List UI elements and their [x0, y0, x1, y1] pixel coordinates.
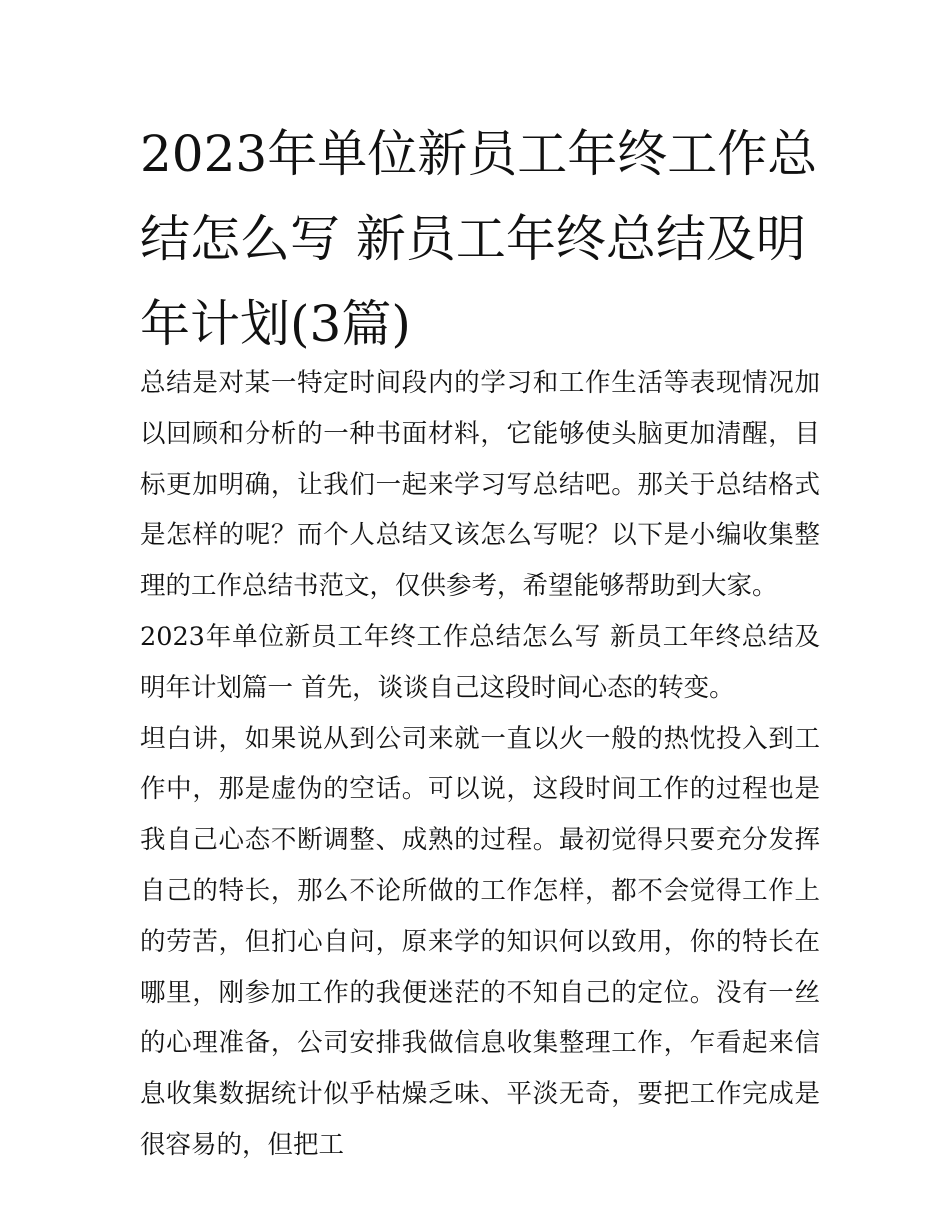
paragraph-section-heading: 2023年单位新员工年终工作总结怎么写 新员工年终总结及明年计划篇一 首先，谈谈自己这段时间心态的转变。: [140, 621, 820, 703]
document-body: [140, 358, 820, 1171]
paragraph-intro: 总结是对某一特定时间段内的学习和工作生活等表现情况加以回顾和分析的一种书面材料，它能够使头脑更加清醒，目标更加明确，让我们一起来学习写总结吧。那关于总结格式是怎样的呢？而个人总结又该怎么写呢？以下是小编收集整理的工作总结书范文，仅供参考，希望能够帮助到大家。: [140, 368, 820, 602]
paragraph-body: 坦白讲，如果说从到公司来就一直以火一般的热忱投入到工作中，那是虚伪的空话。可以说，这段时间工作的过程也是我自己心态不断调整、成熟的过程。最初觉得只要充分发挥自己的特长，那么不论所做的工作怎样，都不会觉得工作上的劳苦，但扪心自问，原来学的知识何以致用，你的特长在哪里，刚参加工作的我便迷茫的不知自己的定位。没有一丝的心理准备，公司安排我做信息收集整理工作，乍看起来信息收集数据统计似乎枯燥乏味、平淡无奇，要把工作完成是很容易的，但把工: [140, 723, 820, 1160]
document-title: 2023年单位新员工年终工作总结怎么写 新员工年终总结及明年计划(3篇): [140, 125, 818, 353]
